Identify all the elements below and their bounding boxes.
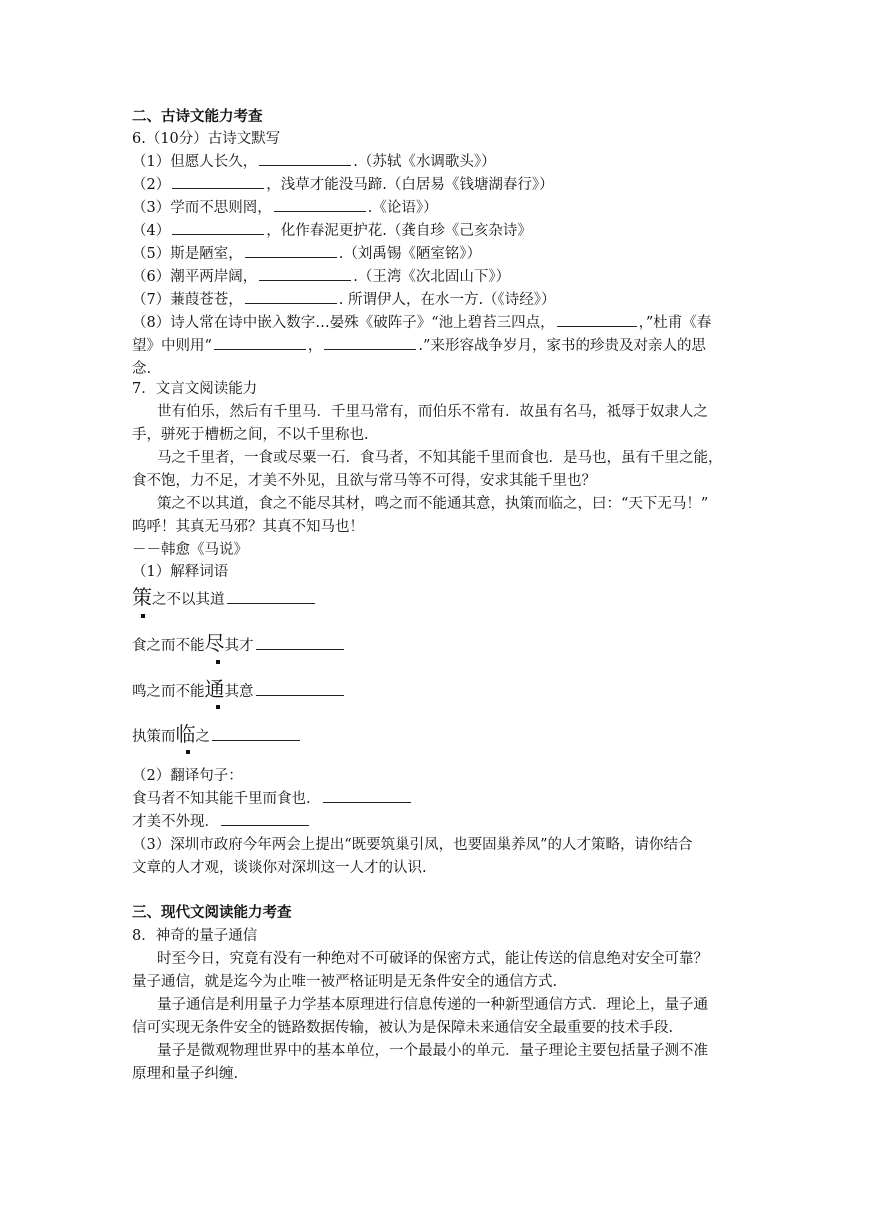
word-item: 策之不以其道 (132, 586, 317, 612)
passage-line: 时至今日，究竟有没有一种绝对不可破译的保密方式，能让传送的信息绝对安全可靠？ (157, 951, 708, 967)
emphasis-dot (216, 705, 220, 709)
question-item: （3）学而不思则罔， .《论语》） (132, 197, 438, 220)
answer-blank[interactable] (259, 266, 351, 281)
emphasis-dot (216, 660, 220, 664)
passage-line: 策之不以其道，食之不能尽其材，鸣之而不能通其意，执策而临之，曰：“天下无马！” (157, 496, 709, 512)
key-word: 策 (132, 585, 152, 609)
passage-line: 世有伯乐，然后有千里马．千里马常有，而伯乐不常有．故虽有名马，祗辱于奴隶人之 (157, 404, 708, 420)
question-item: （2） ，浅草才能没马蹄.（白居易《钱塘湖春行》） (132, 174, 554, 197)
question-item: （7）蒹葭苍苍， . 所谓伊人，在水一方.（《诗经》） (132, 289, 556, 312)
question-item: （5）斯是陋室， .（刘禹锡《陋室铭》） (132, 243, 481, 266)
passage-line: 原理和量子纠缠. (132, 1066, 239, 1082)
question-item: （6）潮平两岸阔， .（王湾《次北固山下》） (132, 266, 510, 289)
translate-item: 食马者不知其能千里而食也． (132, 788, 413, 811)
passage-line: 信可实现无条件安全的链路数据传输，被认为是保障未来通信安全最重要的技术手段. (132, 1020, 674, 1036)
question-item: （4） ，化作春泥更护花.（龚自珍《己亥杂诗》 (132, 220, 532, 243)
answer-blank[interactable] (172, 220, 264, 235)
answer-blank[interactable] (245, 243, 337, 258)
answer-blank[interactable] (324, 335, 416, 350)
answer-blank[interactable] (323, 788, 411, 803)
passage-line: 量子是微观物理世界中的基本单位，一个最最小的单元．量子理论主要包括量子测不准 (157, 1043, 708, 1059)
answer-blank[interactable] (172, 174, 264, 189)
passage-line: 食不饱，力不足，才美不外见，且欲与常马等不可得，安求其能千里也？ (132, 473, 596, 489)
answer-blank[interactable] (259, 151, 351, 166)
key-word: 尽 (204, 631, 225, 655)
answer-blank[interactable] (212, 726, 300, 741)
sub-question: （3）深圳市政府今年两会上提出“既要筑巢引凤，也要固巢养凤”的人才策略，请你结合 (132, 837, 693, 853)
answer-blank[interactable] (245, 289, 337, 304)
word-item: 食之而不能尽其才 (132, 632, 346, 658)
question-item: （8）诗人常在诗中嵌入数字…晏殊《破阵子》“池上碧苔三四点， ，”杜甫《春 (132, 312, 711, 335)
question-stem: 6.（10分）古诗文默写 (132, 131, 281, 147)
answer-blank[interactable] (256, 635, 344, 650)
sub-question-title: （2）翻译句子： (132, 768, 243, 784)
passage-line: 量子通信是利用量子力学基本原理进行信息传递的一种新型通信方式．理论上，量子通 (157, 997, 708, 1013)
emphasis-dot (141, 614, 145, 618)
translate-item: 才美不外现． (132, 811, 311, 834)
passage-source: －－韩愈《马说》 (132, 542, 248, 558)
word-item: 鸣之而不能通其意 (132, 678, 346, 704)
passage-line: 呜呼！其真无马邪？其真不知马也！ (132, 519, 364, 535)
question-stem: 7．文言文阅读能力 (132, 381, 258, 397)
question-stem: 8．神奇的量子通信 (132, 928, 258, 944)
question-item: 望》中则用“ ， .”来形容战争岁月，家书的珍贵及对亲人的思 (132, 335, 706, 358)
key-word: 通 (204, 677, 225, 701)
answer-blank[interactable] (214, 335, 306, 350)
answer-blank[interactable] (227, 589, 315, 604)
question-item: 念. (132, 361, 152, 377)
answer-blank[interactable] (557, 312, 637, 327)
section-title: 二、古诗文能力考查 (132, 109, 263, 125)
word-item: 执策而临之 (132, 723, 302, 749)
section-title: 三、现代文阅读能力考查 (132, 905, 292, 921)
answer-blank[interactable] (221, 811, 309, 826)
question-item: （1）但愿人长久， .（苏轼《水调歌头》） (132, 151, 496, 174)
answer-blank[interactable] (274, 197, 366, 212)
sub-question: 文章的人才观，谈谈你对深圳这一人才的认识. (132, 860, 427, 876)
emphasis-dot (186, 750, 190, 754)
key-word: 临 (175, 722, 196, 746)
passage-line: 马之千里者，一食或尽粟一石．食马者，不知其能千里而食也．是马也，虽有千里之能， (157, 450, 723, 466)
sub-question-title: （1）解释词语 (132, 564, 229, 580)
passage-line: 手，骈死于槽枥之间，不以千里称也. (132, 427, 369, 443)
passage-line: 量子通信，就是迄今为止唯一被严格证明是无条件安全的通信方式. (132, 974, 558, 990)
answer-blank[interactable] (256, 681, 344, 696)
